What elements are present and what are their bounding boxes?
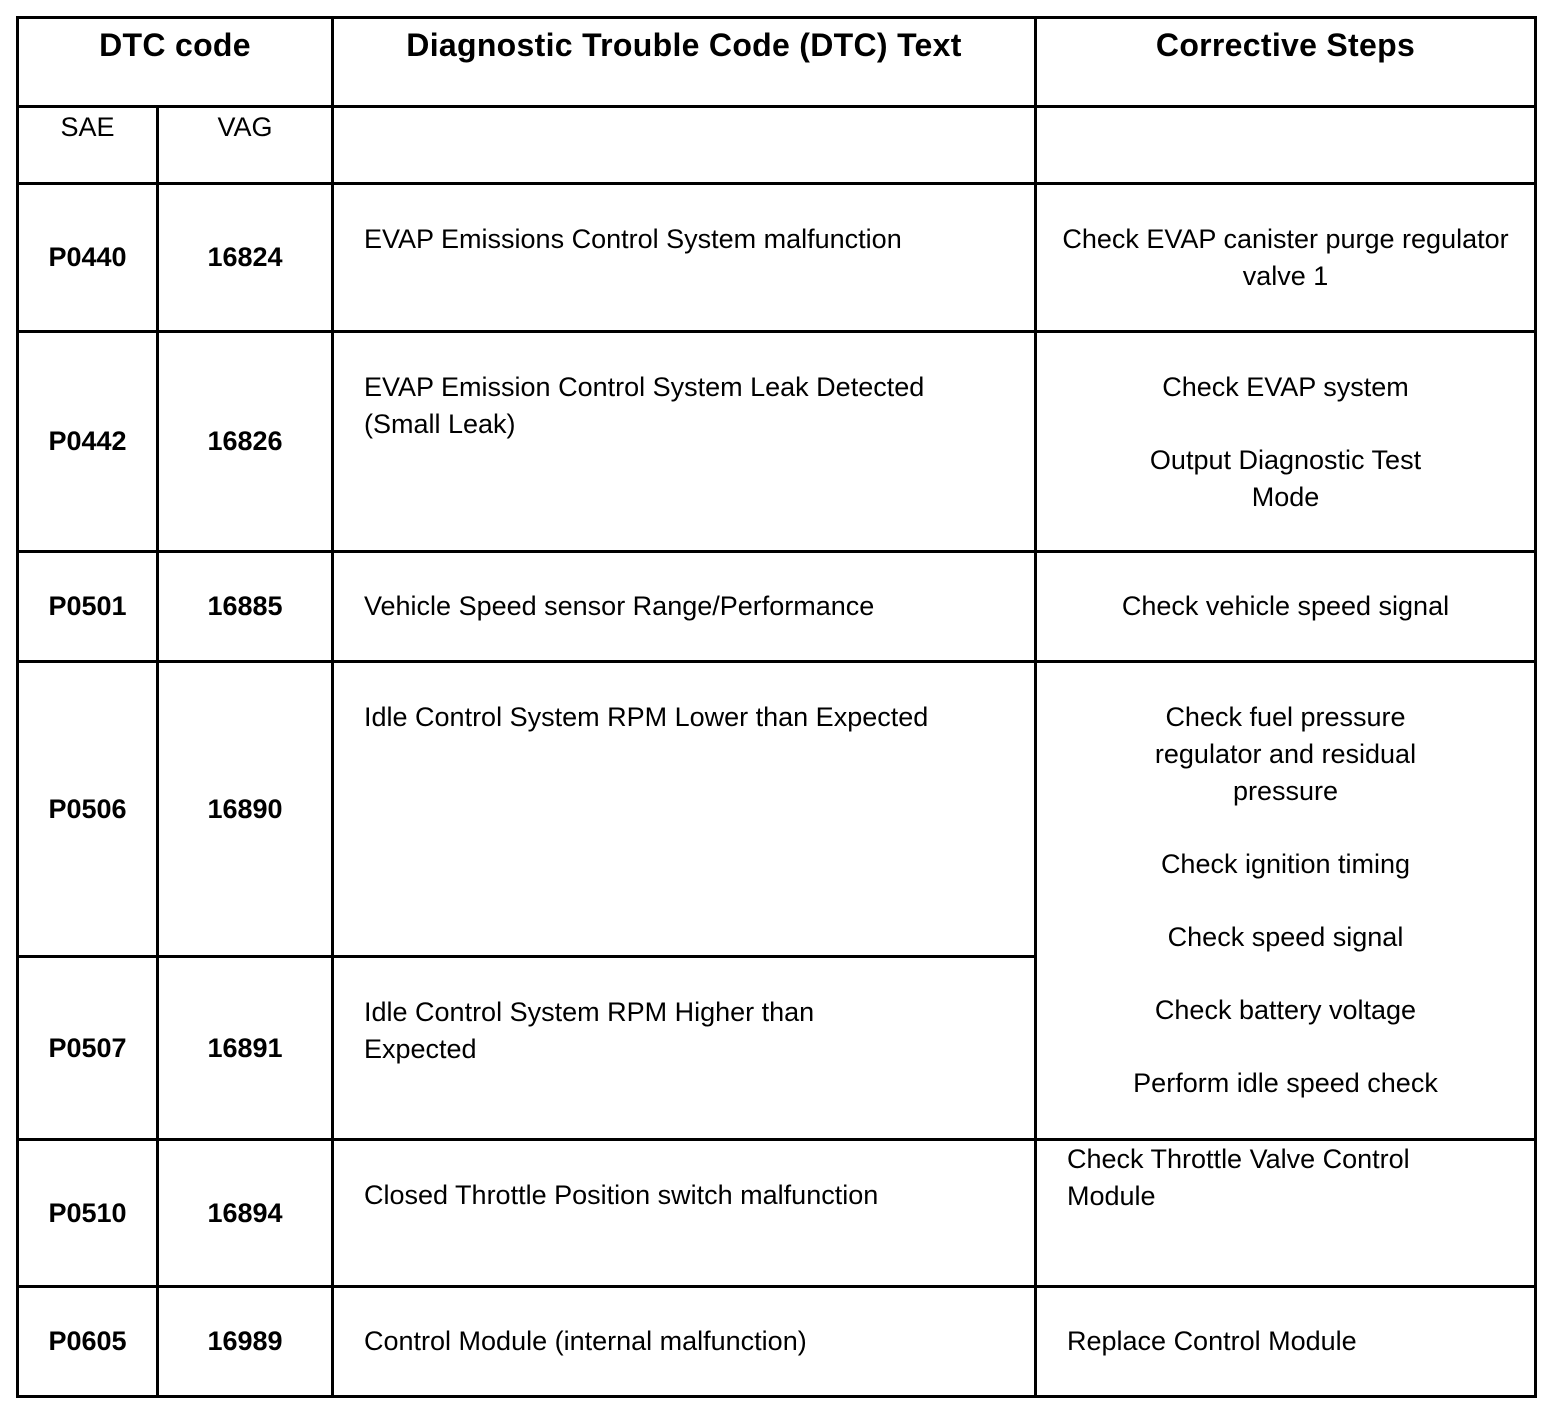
step: Check battery voltage — [1154, 995, 1417, 1025]
vag-code: 16894 — [158, 1140, 333, 1287]
step: Check speed signal — [1167, 922, 1404, 952]
vag-code: 16885 — [158, 552, 333, 662]
subheader-vag: VAG — [158, 107, 333, 184]
table-row — [18, 184, 1536, 332]
sae-code: P0506 — [18, 662, 158, 957]
step: Check Throttle Valve Control Module — [1067, 1144, 1410, 1211]
table-row — [18, 1140, 1536, 1287]
step: Check fuel pressure regulator and residual pressure — [1154, 702, 1417, 806]
header-dtc-code: DTC code — [18, 18, 333, 107]
vag-code: 16989 — [158, 1287, 333, 1397]
table-row — [18, 332, 1536, 552]
corrective-steps — [1036, 552, 1536, 662]
dtc-text: Closed Throttle Position switch malfunction — [333, 1140, 1036, 1287]
sae-code: P0442 — [18, 332, 158, 552]
vag-code: 16824 — [158, 184, 333, 332]
corrective-steps-idle — [1036, 662, 1536, 1140]
corrective-steps — [1036, 332, 1536, 552]
header-corrective-steps: Corrective Steps — [1036, 18, 1536, 107]
corrective-steps — [1036, 1140, 1536, 1287]
table-row — [18, 662, 1536, 957]
header-dtc-text: Diagnostic Trouble Code (DTC) Text — [333, 18, 1036, 107]
step: Check EVAP system — [1162, 372, 1409, 402]
subheader-blank-steps — [1036, 107, 1536, 184]
vag-code: 16891 — [158, 957, 333, 1140]
step: Output Diagnostic Test Mode — [1149, 445, 1422, 512]
subheader-blank-text — [333, 107, 1036, 184]
header-row — [18, 18, 1536, 107]
dtc-text: Vehicle Speed sensor Range/Performance — [333, 552, 1036, 662]
sae-code: P0507 — [18, 957, 158, 1140]
dtc-text: Idle Control System RPM Higher than Expected — [333, 957, 1036, 1140]
table-row — [18, 552, 1536, 662]
corrective-steps — [1036, 184, 1536, 332]
subheader-row — [18, 107, 1536, 184]
step: Replace Control Module — [1067, 1326, 1357, 1356]
sae-code: P0605 — [18, 1287, 158, 1397]
vag-code: 16890 — [158, 662, 333, 957]
sae-code: P0510 — [18, 1140, 158, 1287]
dtc-text: EVAP Emission Control System Leak Detected (Small Leak) — [333, 332, 1036, 552]
step: Check ignition timing — [1160, 849, 1411, 879]
corrective-steps — [1036, 1287, 1536, 1397]
vag-code: 16826 — [158, 332, 333, 552]
dtc-table — [16, 16, 1537, 1398]
subheader-sae: SAE — [18, 107, 158, 184]
dtc-text: Control Module (internal malfunction) — [333, 1287, 1036, 1397]
dtc-text: Idle Control System RPM Lower than Expected — [333, 662, 1036, 957]
sae-code: P0501 — [18, 552, 158, 662]
dtc-text: EVAP Emissions Control System malfunction — [333, 184, 1036, 332]
step: Perform idle speed check — [1133, 1068, 1438, 1098]
table-row — [18, 1287, 1536, 1397]
step: Check vehicle speed signal — [1121, 591, 1450, 621]
step: Check EVAP canister purge regulator valve 1 — [1062, 224, 1509, 291]
sae-code: P0440 — [18, 184, 158, 332]
